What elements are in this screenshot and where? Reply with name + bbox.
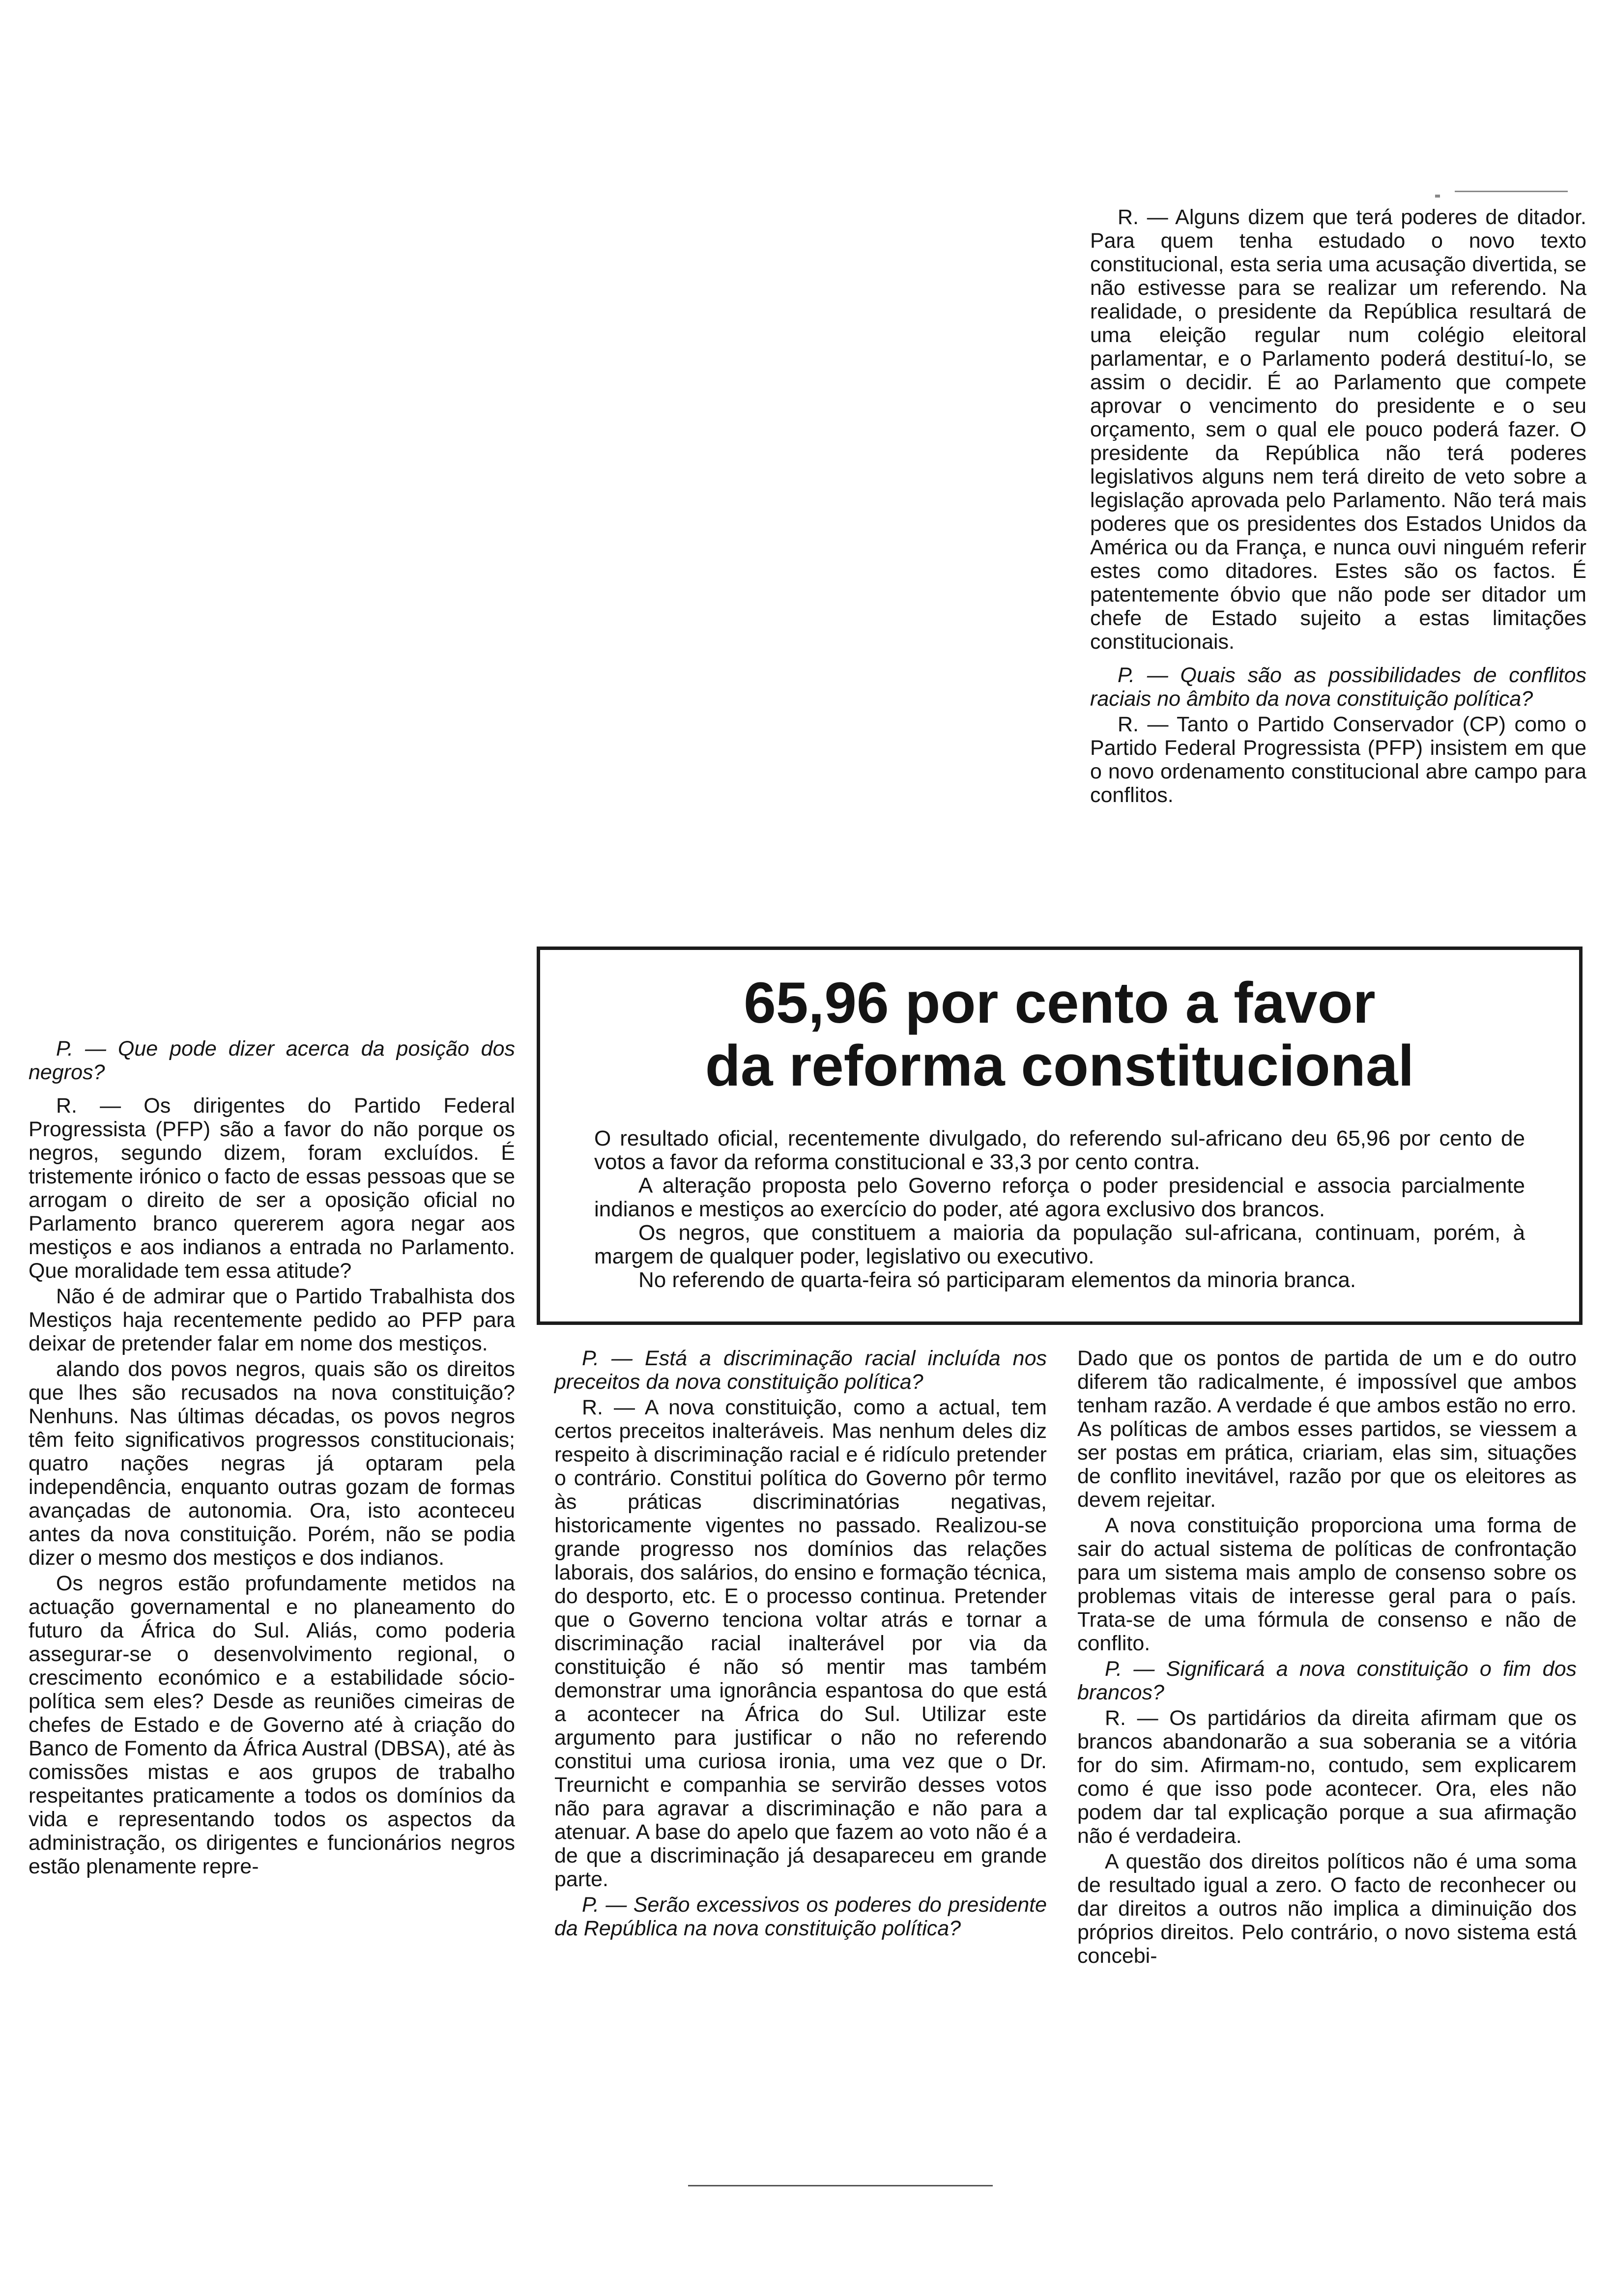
middle-column <box>554 1347 1047 1940</box>
box-paragraph: Os negros, que constituem a maioria da população sul-africana, continuam, porém, à margem de qualquer poder, legislativo ou executivo. <box>594 1221 1525 1268</box>
answer-end-of-whites: R. — Os partidários da direita afirmam que os brancos abandonarão a sua soberania se a vitória for do sim. Afirmam-no, contudo, sem explicarem como é que isso pode acontecer. Ora, eles não podem dar tal explicação porque a sua afirmação não é verdadeira. <box>1077 1706 1577 1848</box>
answer-dictator-powers: R. — Alguns dizem que terá poderes de ditador. Para quem tenha estudado o novo texto constitucional, esta seria uma acusação divertida, se não estivesse para se realizar um referendo. Na realidade, o presidente da República resultará de uma eleição regular num colégio eleitoral parlamentar, e o Parlamento poderá destituí-lo, se assim o decidir. É ao Parlamento que compete aprovar o vencimento do presidente e o seu orçamento, sem o qual ele pouco poderá fazer. O presidente da República não terá poderes legislativos alguns nem terá direito de veto sobre a legislação aprovada pelo Parlamento. Não terá mais poderes que os presidentes dos Estados Unidos da América ou da França, e nunca ouvi ninguém referir estes como ditadores. Estes são os factos. É patentemente óbvio que não pode ser ditador um chefe de Estado sujeito a estas limitações constitucionais. <box>1090 205 1586 654</box>
right-paragraph: Dado que os pontos de partida de um e do outro diferem tão radicalmente, é impossível que ambos tenham razão. A verdade é que ambos estão no erro. As políticas de ambos esses partidos, se viessem a ser postas em prática, criariam, elas sim, situações de conflito inevitável, razão por que os eleitores as devem rejeitar. <box>1077 1347 1577 1512</box>
question-president-powers: P. — Serão excessivos os poderes do presidente da República na nova constituição política? <box>554 1893 1047 1940</box>
headline-line-1: 65,96 por cento a favor <box>744 971 1376 1035</box>
headline-title <box>540 972 1579 1097</box>
print-smudge <box>1455 191 1568 192</box>
question-end-of-whites: P. — Significará a nova constituição o fim dos brancos? <box>1077 1657 1577 1704</box>
question-racial-discrimination: P. — Está a discriminação racial incluída nos preceitos da nova constituição política? <box>554 1347 1047 1394</box>
question-racial-conflicts: P. — Quais são as possibilidades de conflitos raciais no âmbito da nova constituição política? <box>1090 663 1586 711</box>
answer-racial-conflicts: R. — Tanto o Partido Conservador (CP) como o Partido Federal Progressista (PFP) insistem em que o novo ordenamento constitucional abre campo para conflitos. <box>1090 713 1586 807</box>
print-smudge <box>1435 195 1440 198</box>
left-paragraph: alando dos povos negros, quais são os direitos que lhes são recusados na nova constituição? Nenhuns. Nas últimas décadas, os povos negros têm feito significativos progressos constitucionais; quatro nações negras já optaram pela independência, enquanto outras gozam de formas avançadas de autonomia. Ora, isto aconteceu antes da nova constituição. Porém, não se podia dizer o mesmo dos mestiços e dos indianos. <box>29 1357 515 1570</box>
question-blacks-position: P. — Que pode dizer acerca da posição dos negros? <box>29 1037 515 1084</box>
left-paragraph: Não é de admirar que o Partido Trabalhista dos Mestiços haja recentemente pedido ao PFP para deixar de pretender falar em nome dos mestiços. <box>29 1285 515 1355</box>
left-paragraph: Os negros estão profundamente metidos na actuação governamental e no planeamento do futuro da África do Sul. Aliás, como poderia assegurar-se o desenvolvimento regional, o crescimento económico e a estabilidade sócio-política sem eles? Desde as reuniões cimeiras de chefes de Estado e de Governo até à criação do Banco de Fomento da África Austral (DBSA), até às comissões mistas e aos grupos de trabalho respeitantes praticamente a todos os domínios da vida e representando todos os aspectos da administração, os dirigentes e funcionários negros estão plenamente repre- <box>29 1572 515 1878</box>
answer-blacks-position: R. — Os dirigentes do Partido Federal Progressista (PFP) são a favor do não porque os negros, segundo dizem, foram excluídos. É tristemente irónico o facto de essas pessoas que se arrogam o direito de ser a oposição oficial no Parlamento branco quererem agora negar aos mestiços e aos indianos a entrada no Parlamento. Que moralidade tem essa atitude? <box>29 1094 515 1283</box>
top-right-column <box>1090 205 1586 807</box>
right-column <box>1077 1347 1577 1968</box>
headline-box <box>537 947 1583 1325</box>
column-end-rule <box>688 2185 993 2186</box>
box-paragraph: No referendo de quarta-feira só participaram elementos da minoria branca. <box>638 1268 1356 1292</box>
left-column <box>29 1037 515 1878</box>
box-paragraph: O resultado oficial, recentemente divulgado, do referendo sul-africano deu 65,96 por cento de votos a favor da reforma constitucional e 33,3 por cento contra. <box>594 1126 1525 1174</box>
right-paragraph: A questão dos direitos políticos não é uma soma de resultado igual a zero. O facto de reconhecer ou dar direitos a outros não implica a diminuição dos próprios direitos. Pelo contrário, o novo sistema está concebi- <box>1077 1850 1577 1968</box>
answer-racial-discrimination: R. — A nova constituição, como a actual, tem certos preceitos inalteráveis. Mas nenhum deles diz respeito à discriminação racial e é ridículo pretender o contrário. Constitui política do Governo pôr termo às práticas discriminatórias negativas, historicamente vigentes no passado. Realizou-se grande progresso nos domínios das relações laborais, dos salários, do ensino e formação técnica, do desporto, etc. E o processo continua. Pretender que o Governo tenciona voltar atrás e tornar a discriminação racial inalterável por via da constituição é não só mentir mas também demonstrar uma ignorância espantosa do que está a acontecer na África do Sul. Utilizar este argumento para justificar o não no referendo constitui uma curiosa ironia, uma vez que o Dr. Treurnicht e companhia se servirão desses votos não para agravar a discriminação e não para a atenuar. A base do apelo que fazem ao voto não é a de que a discriminação já desapareceu em grande parte. <box>554 1396 1047 1891</box>
right-paragraph: A nova constituição proporciona uma forma de sair do actual sistema de políticas de confrontação para um sistema mais amplo de consenso sobre os problemas vitais de interesse geral para o país. Trata-se de uma fórmula de consenso e não de conflito. <box>1077 1514 1577 1655</box>
headline-body <box>594 1127 1525 1292</box>
box-paragraph: A alteração proposta pelo Governo reforça o poder presidencial e associa parcialmente indianos e mestiços ao exercício do poder, até agora exclusivo dos brancos. <box>594 1174 1525 1221</box>
headline-line-2: da reforma constitucional <box>705 1033 1414 1098</box>
